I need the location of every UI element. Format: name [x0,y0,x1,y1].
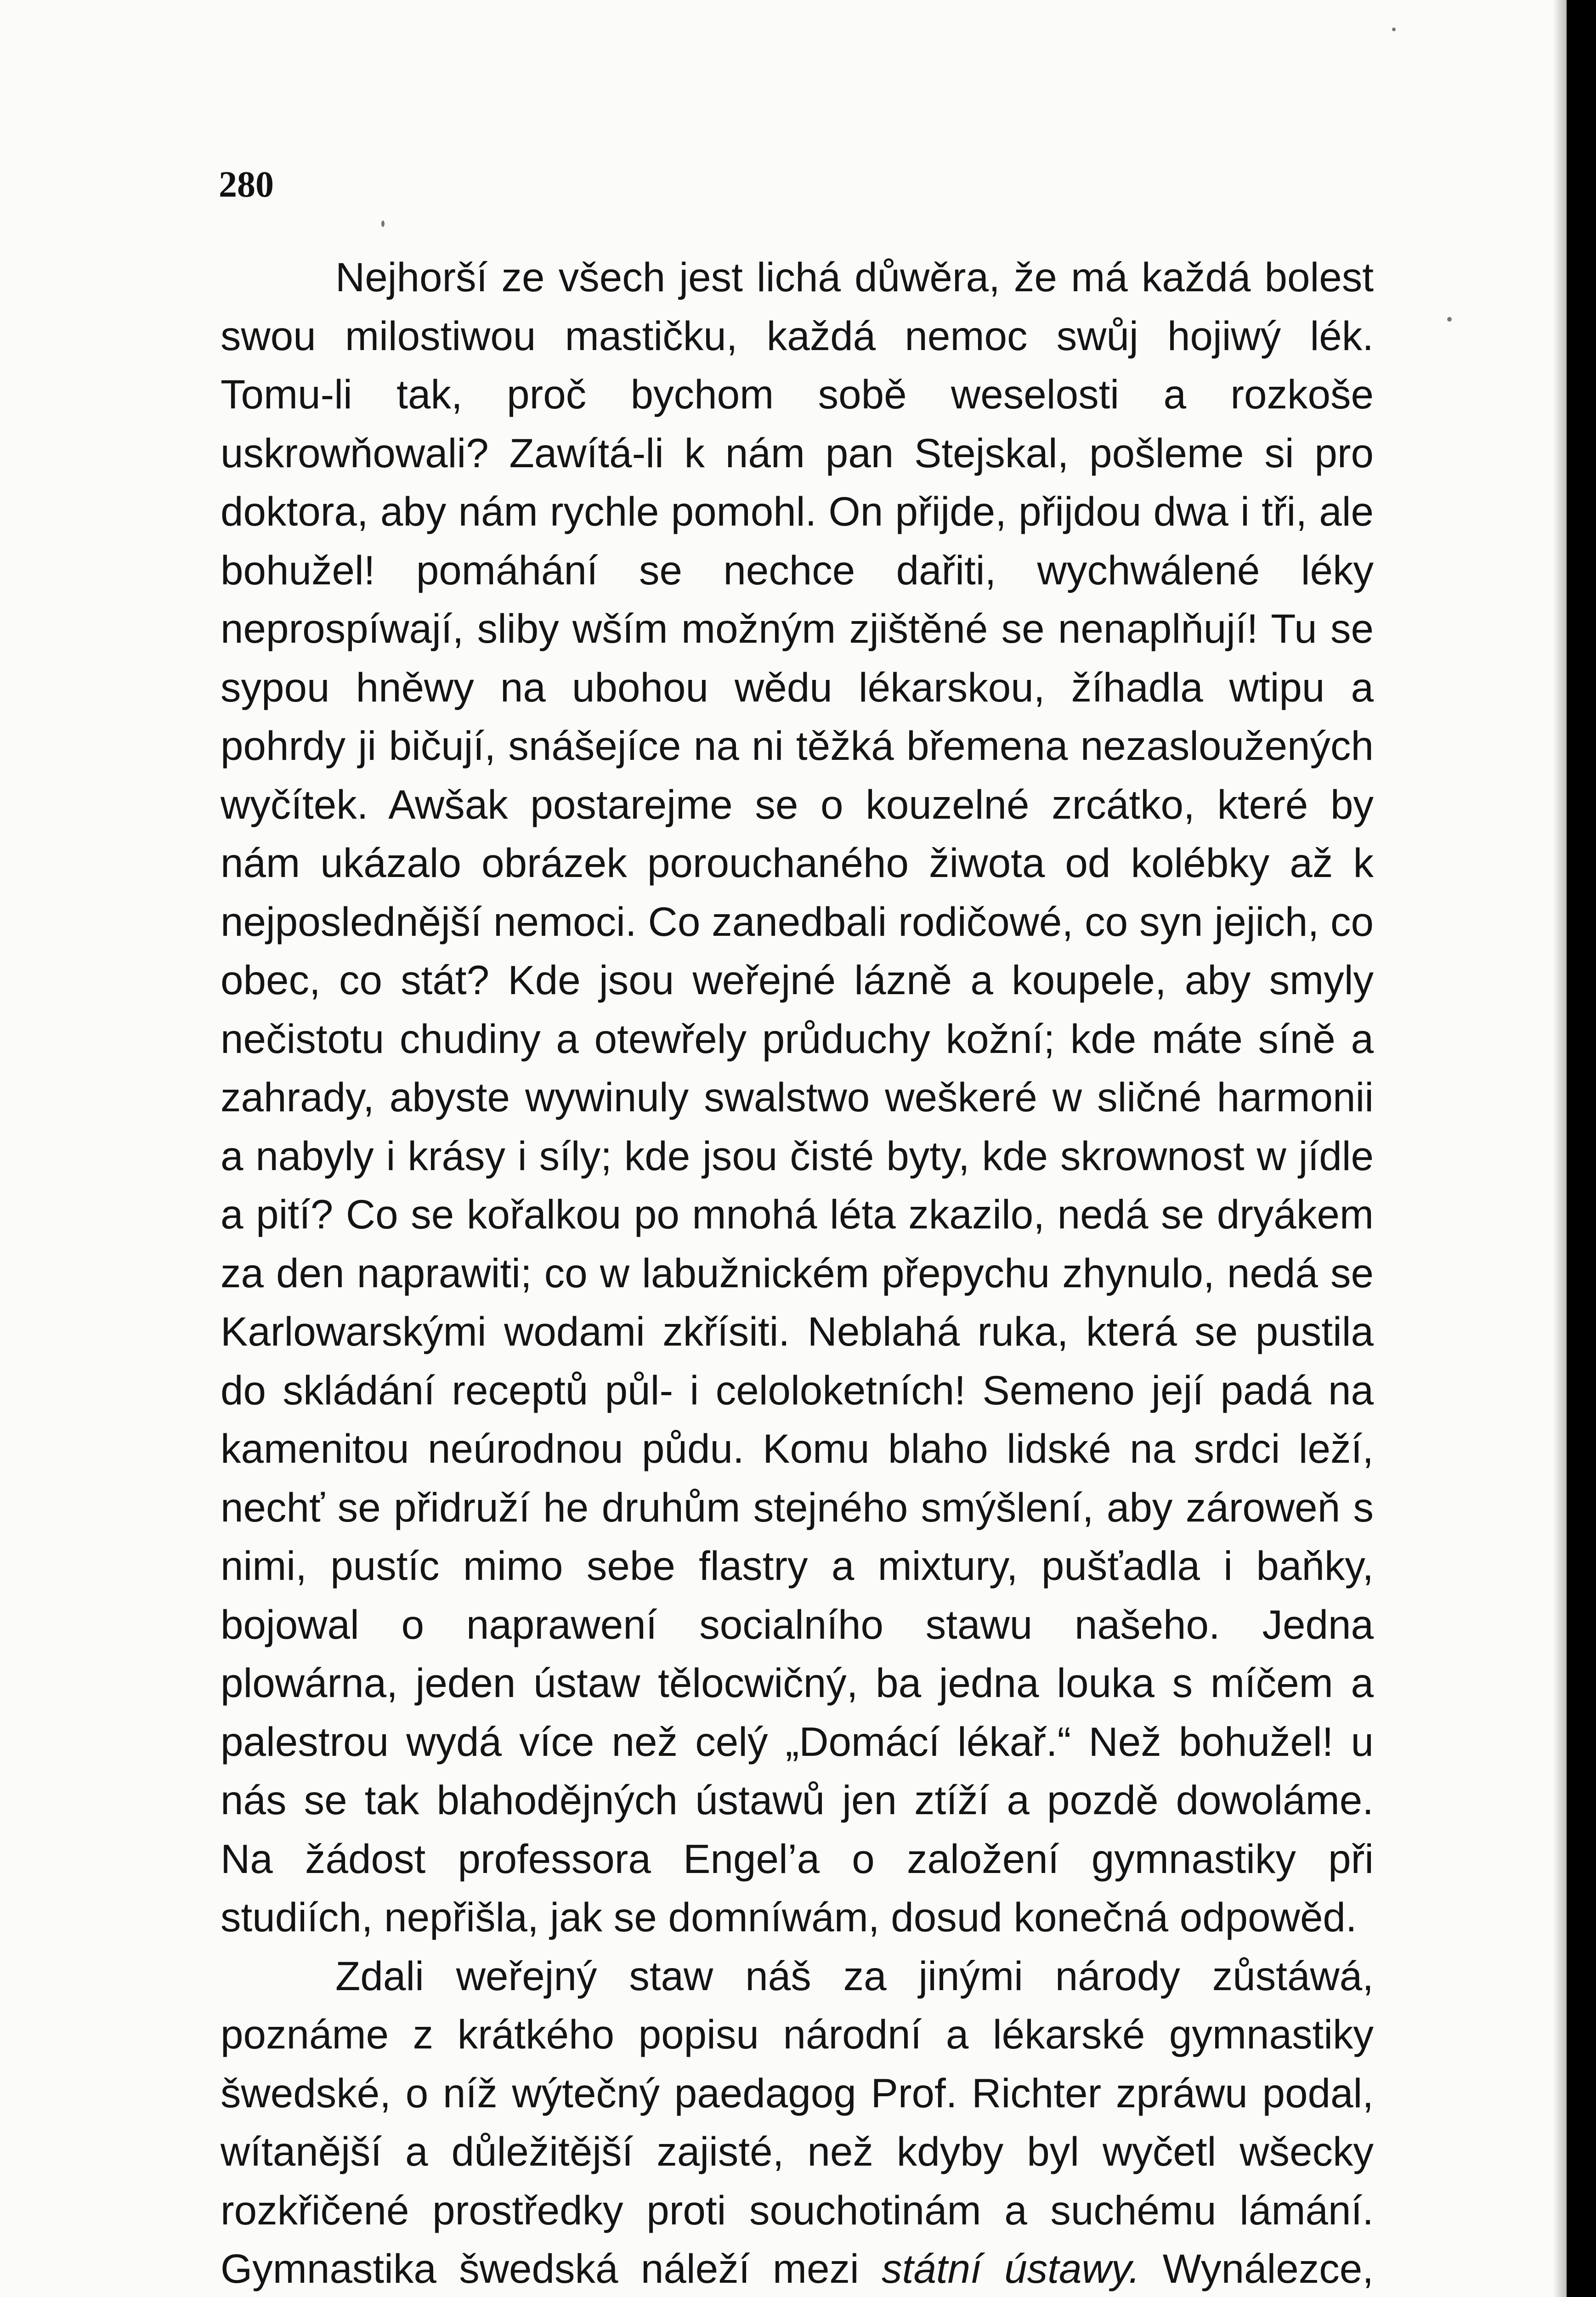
body-text [221,248,1374,2297]
paragraph-2 [221,1947,1374,2297]
paragraph-1 [221,248,1374,1947]
paragraph-1-text: Nejhorší ze všech jest lichá důwěra, že má každá bolest swou milostiwou mastičku, každá nemoc swůj hojiwý lék. Tomu-li tak, proč bychom sobě weselosti a rozkoše uskrowňowali? Zawítá-li k nám pan Stejskal, pošleme si pro doktora, aby nám rychle pomohl. On přijde, přijdou dwa i tři, ale bohužel! pomáhání se nechce dařiti, wychwálené léky neprospíwají, sliby wším možným zjištěné se nenaplňují! Tu se sypou hněwy na ubohou wědu lékarskou, žíhadla wtipu a pohrdy ji bičují, snášejíce na ni těžká břemena nezasloužených wyčítek. Awšak postarejme se o kouzelné zrcátko, které by nám ukázalo obrázek porouchaného žiwota od kolébky až k nejposlednější nemoci. Co zanedbali rodičowé, co syn jejich, co obec, co stát? Kde jsou weřejné lázně a koupele, aby smyly nečistotu chudiny a otewřely průduchy kožní; kde máte síně a zahrady, abyste wywinuly swalstwo weškeré w sličné harmonii a nabyly i krásy i síly; kde jsou čisté byty, kde skrownost w jídle a pití? Co se kořalkou po mnohá léta zkazilo, nedá se dryákem za den naprawiti; co w labužnickém přepychu zhynulo, nedá se Karlowarskými wodami zkřísiti. Neblahá ruka, která se pustila do skládání receptů půl- i celoloketních! Semeno její padá na kamenitou neúrodnou půdu. Komu blaho lidské na srdci leží, nechť se přidruží he druhům stejného smýšlení, aby zároweň s nimi, pustíc mimo sebe flastry a mixtury, pušťadla i baňky, bojowal o naprawení socialního stawu našeho. Jedna plowárna, jeden ústaw tělocwičný, ba jedna louka s míčem a palestrou wydá více než celý „Domácí lékař.“ Než bohužel! u nás se tak blahodějných ústawů jen ztíží a pozdě dowoláme. Na žádost professora Engel’a o založení gymnastiky při studiích, nepřišla, jak se domníwám, dosud konečná odpowěd. [221,254,1374,1940]
page-edge-shadow [1553,0,1567,2297]
paragraph-2-italic-phrase: státní ústawy. [882,2246,1140,2291]
dust-speck [1392,28,1396,31]
dust-speck [381,221,385,227]
paragraph-2-text: Zdali weřejný staw náš za jinými národy zůstáwá, poznáme z krátkého popisu národní a lékarské gymnastiky šwedské, o níž wýtečný paedagog Prof. Richter zpráwu podal, wítanější a důležitější zajisté, než kdyby byl wyčetl wšecky rozkřičené prostředky proti souchotinám a suchému lámání. Gymnastika šwedská náleží mezi [221,1952,1374,2291]
page-number: 280 [219,164,274,205]
paragraph-2-text-end: Wynálezce, [1162,2246,1374,2291]
dust-speck [1447,317,1452,322]
